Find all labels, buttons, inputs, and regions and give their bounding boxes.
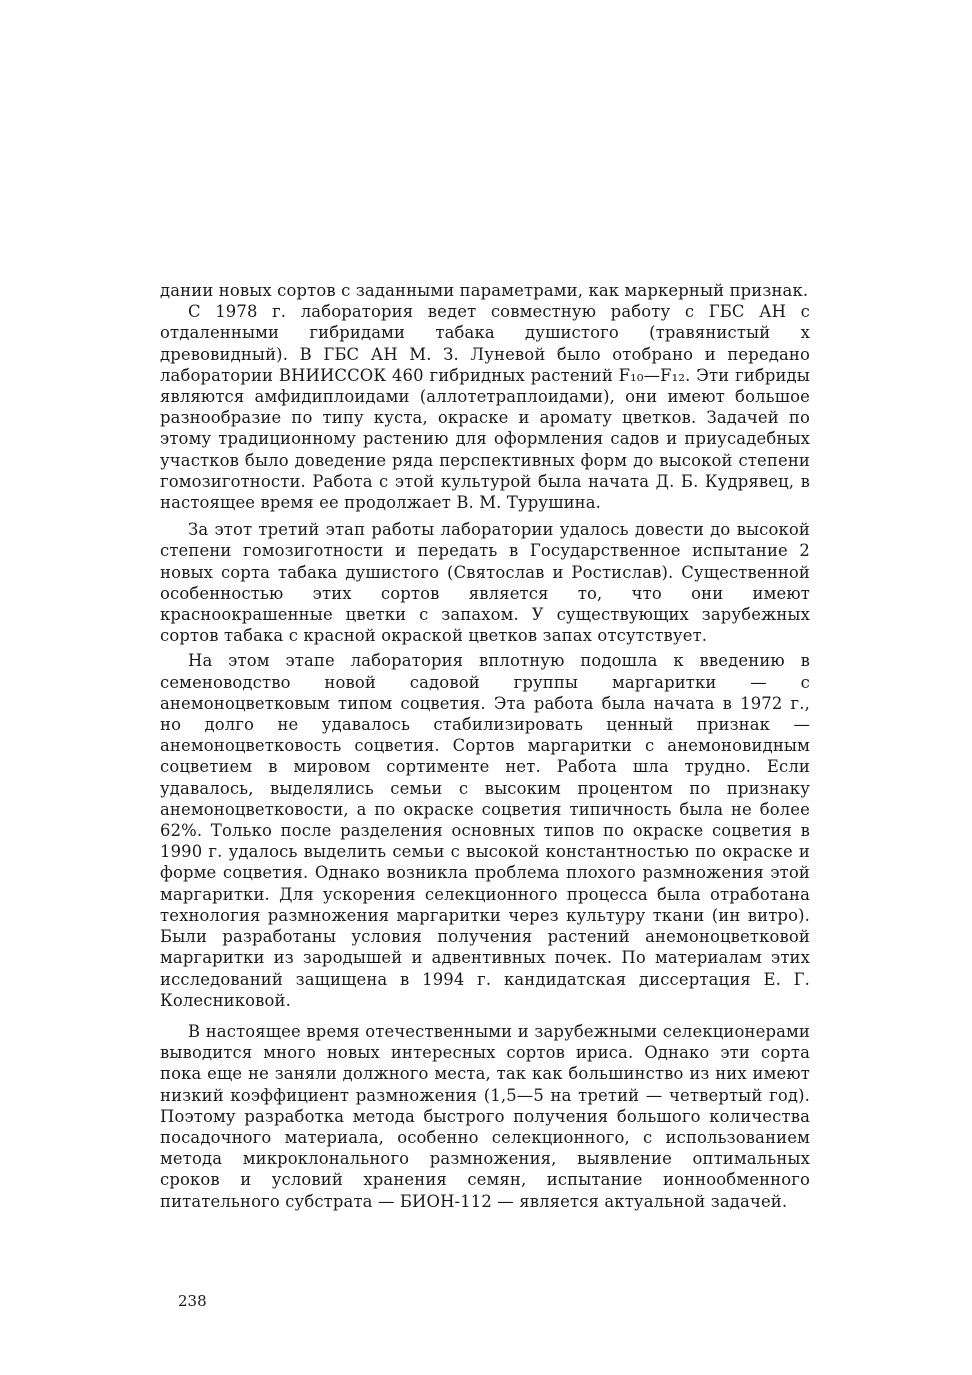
paragraph-tobacco-varieties: За этот третий этап работы лаборатории удалось довести до высокой степени гомозиготности и передать в Государственное испытание 2 новых сорта табака душистого (Святослав и Ростислав). Существенной особенностью этих сортов является то, что они имеют красноокрашенные цветки с запахом. У существующих зарубежных сортов табака с красной окраской цветков запах отсутствует. — [160, 520, 810, 646]
page-number: 238 — [178, 1292, 207, 1310]
body-text — [160, 280, 810, 1212]
paragraph-tobacco-hybrids: С 1978 г. лаборатория ведет совместную работу с ГБС АН с отдаленными гибридами табака душистого (травянистый х древовидный). В ГБС АН М. З. Луневой было отобрано и передано лаборатории ВНИИССОК 460 гибридных растений F₁₀—F₁₂. Эти гибриды являются амфидиплоидами (аллотетраплоидами), они имеют большое разнообразие по типу куста, окраске и аромату цветков. Задачей по этому традиционному растению для оформления садов и приусадебных участков было доведение ряда перспективных форм до высокой степени гомозиготности. Работа с этой культурой была начата Д. Б. Кудрявец, в настоящее время ее продолжает В. М. Турушина. — [160, 302, 810, 513]
paragraph-daisy: На этом этапе лаборатория вплотную подошла к введению в семеноводство новой садовой группы маргаритки — с анемоноцветковым типом соцветия. Эта работа была начата в 1972 г., но долго не удавалось стабилизировать ценный признак — анемоноцветковость соцветия. Сортов маргаритки с анемоновидным соцветием в мировом сортименте нет. Работа шла трудно. Если удавалось, выделялись семьи с высоким процентом по признаку анемоноцветковости, а по окраске соцветия типичность была не более 62%. Только после разделения основных типов по окраске соцветия в 1990 г. удалось выделить семьи с высокой константностью по окраске и форме соцветия. Однако возникла проблема плохого размножения этой маргаритки. Для ускорения селекционного процесса была отработана технология размножения маргаритки через культуру ткани (ин витро). Были разработаны условия получения растений анемоноцветковой маргаритки из зародышей и адвентивных почек. По материалам этих исследований защищена в 1994 г. кандидатская диссертация Е. Г. Колесниковой. — [160, 651, 810, 1010]
paragraph-continuation: дании новых сортов с заданными параметрами, как маркерный признак. — [160, 281, 809, 300]
paragraph-iris: В настоящее время отечественными и зарубежными селекционерами выводится много новых интересных сортов ириса. Однако эти сорта пока еще не заняли должного места, так как большинство из них имеют низкий коэффициент размножения (1,5—5 на третий — четвертый год). Поэтому разработка метода быстрого получения большого количества посадочного материала, особенно селекционного, с использованием метода микроклонального размножения, выявление оптимальных сроков и условий хранения семян, испытание ионнообменного питательного субстрата — БИОН-112 — является актуальной задачей. — [160, 1021, 810, 1211]
